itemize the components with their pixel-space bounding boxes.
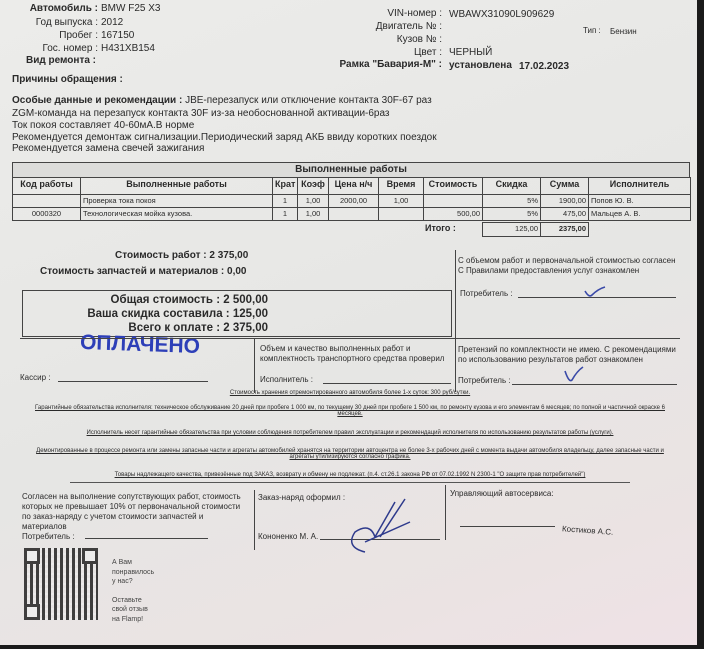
column-header: Коэф <box>297 177 329 195</box>
year: 2012 <box>101 17 124 28</box>
issued-by-label: Заказ-наряд оформил : <box>258 493 346 502</box>
column-header: Цена н/ч <box>328 177 379 195</box>
column-header: Код работы <box>12 177 81 195</box>
checkmark-signature-icon <box>563 365 587 383</box>
reasons-label: Причины обращения : <box>12 74 123 85</box>
column-header: Время <box>378 177 424 195</box>
signature-icon <box>325 497 415 557</box>
table-cell <box>328 207 379 221</box>
warranty-term: Гарантийные обязательства исполнителя: техническое обслуживание 20 дней при пробеге 1 000 км, по текущему 30 дней при пробеге 1 500 км, по ремонту кузова и его элементам 6 месяцев; по полной и частичной окраске 6 месяцев. <box>35 405 665 417</box>
feedback-qr-code[interactable] <box>24 548 98 620</box>
column-header: Сумма <box>540 177 589 195</box>
table-cell: 500,00 <box>423 207 483 221</box>
vin-label: VIN-номер : <box>387 8 442 19</box>
notes-line-2: ZGM-команда на перезапуск контакта 30F из-за необоснованной активации-6раз <box>12 108 390 119</box>
consent-line: Согласен на выполнение сопутствующих работ, стоимость <box>22 492 241 501</box>
table-cell: 1,00 <box>378 194 424 208</box>
frame-label: Рамка "Бавария-М" : <box>339 59 442 70</box>
engine-label: Двигатель № : <box>375 21 442 32</box>
table-cell <box>423 194 483 208</box>
column-header: Стоимость <box>423 177 483 195</box>
table-cell: 1900,00 <box>540 194 589 208</box>
executor-label: Исполнитель : <box>260 375 313 384</box>
table-cell: 1,00 <box>297 207 329 221</box>
feedback-line: у нас? <box>112 578 133 585</box>
vin: WBAWX31090L909629 <box>449 9 555 20</box>
column-header: Крат <box>272 177 298 195</box>
column-header: Скидка <box>482 177 541 195</box>
column-header: Выполненные работы <box>80 177 273 195</box>
plate: Н431ХВ154 <box>101 43 155 54</box>
feedback-text <box>112 558 154 624</box>
table-cell: 1 <box>272 194 298 208</box>
parts-cost: Стоимость запчастей и материалов : 0,00 <box>40 266 247 277</box>
claims-text-2: по использованию результатов работ ознакомлен <box>458 355 643 364</box>
color-label: Цвет : <box>414 47 442 58</box>
feedback-line: на Flamp! <box>112 615 144 623</box>
works-cost: Стоимость работ : 2 375,00 <box>115 250 249 261</box>
notes-text: JBE-перезапуск или отключение контакта 30F-67 раз <box>185 95 432 106</box>
table-cell: Попов Ю. В. <box>588 194 691 208</box>
amount-to-pay: Всего к оплате : 2 375,00 <box>128 322 268 334</box>
manager-name: Костиков А.С. <box>561 524 614 537</box>
consent-line: которых не превышает 10% от первоначальной стоимости <box>22 502 241 511</box>
issued-by-name: Кононенко М. А. <box>258 532 319 541</box>
claims-consumer-label: Потребитель : <box>458 376 511 385</box>
storage-term: Стоимость хранения отремонтированного автомобиля более 1-х суток: 300 руб/сутки. <box>229 390 471 396</box>
table-cell: 5% <box>482 194 541 208</box>
car-model: BMW F25 X3 <box>101 3 161 14</box>
table-cell: 5% <box>482 207 541 221</box>
frame-status: установлена <box>449 60 512 71</box>
table-cell: Проверка тока покоя <box>80 194 273 208</box>
fuel-type: Бензин <box>610 27 637 36</box>
feedback-line: А Вам <box>112 559 132 566</box>
consent-line: материалов <box>22 522 67 531</box>
table-cell: 1,00 <box>297 194 329 208</box>
total-label: Итого : <box>425 223 456 233</box>
mileage-label: Пробег : <box>59 30 98 41</box>
table-cell <box>12 194 81 208</box>
feedback-line: понравилось <box>112 568 155 576</box>
notes-line-3: Ток покоя составляет 40-60мА.В норме <box>12 120 195 131</box>
agree-line-1: С объемом работ и первоначальной стоимостью согласен <box>458 256 676 265</box>
table-cell: 1 <box>272 207 298 221</box>
returns-term: Товары надлежащего качества, привезённые под ЗАКАЗ, возврату и обмену не подлежат. (п.4. ст.26.1 закона РФ от 07.02.1992 N 2300-1 "О защите прав потребителей") <box>114 472 586 478</box>
notes-line-5: Рекомендуется замена свечей зажигания <box>12 143 205 154</box>
consent-text <box>22 492 241 542</box>
feedback-line: свой отзыв <box>112 606 148 613</box>
claims-text-1: Претензий по комплектности не имею. С рекомендациями <box>458 345 676 354</box>
notes-line-1 <box>12 95 432 106</box>
table-cell <box>378 207 424 221</box>
total-cost: Общая стоимость : 2 500,00 <box>110 294 268 306</box>
agree-consumer-label: Потребитель : <box>460 289 513 298</box>
paid-stamp: ОПЛАЧЕНО <box>79 330 201 359</box>
checked-text-1: Объем и качество выполненных работ и <box>260 344 411 353</box>
table-cell: 2000,00 <box>328 194 379 208</box>
fuel-type-label: Тип : <box>583 26 601 35</box>
color: ЧЕРНЫЙ <box>449 47 493 58</box>
table-cell: 475,00 <box>540 207 589 221</box>
cashier-label: Кассир : <box>20 373 51 382</box>
discount: Ваша скидка составила : 125,00 <box>87 308 268 320</box>
car-model-label: Автомобиль : <box>29 3 98 14</box>
checkmark-signature-icon <box>583 285 608 299</box>
table-cell: Технологическая мойка кузова. <box>80 207 273 221</box>
manager-label: Управляющий автосервиса: <box>450 489 554 498</box>
table-cell: Мальцев А. В. <box>588 207 691 221</box>
mileage: 167150 <box>101 30 135 41</box>
notes-line-4: Рекомендуется демонтаж сигнализации.Периодический заряд АКБ ввиду коротких поездок <box>12 132 437 143</box>
body-label: Кузов № : <box>396 34 442 45</box>
plate-label: Гос. номер : <box>42 43 98 54</box>
agree-line-2: С Правилами предоставления услуг ознакомлен <box>458 266 640 275</box>
totals-box <box>22 290 452 337</box>
total-sum: 2375,00 <box>540 222 589 237</box>
notes-label: Особые данные и рекомендации : <box>12 95 183 106</box>
checked-text-2: комплектность транспортного средства проверил <box>260 354 445 363</box>
year-label: Год выпуска : <box>35 17 98 28</box>
frame-date: 17.02.2023 <box>519 61 570 72</box>
footer-consumer-label: Потребитель : <box>22 532 75 541</box>
parts-storage-term: Демонтированные в процессе ремонта или замены запасные части и агрегаты автомобилей хранятся на территории автоцентра не более 3-х рабочих дней с момента выдачи автомобиля владельцу, далее запасные части и агрегаты утилизируются согласно графика. <box>36 448 664 460</box>
warranty-conditions-term: Исполнитель несет гарантийные обязательства при условии соблюдения потребителем правил эксплуатации и рекомендаций исполнителя по использованию результатов работы (услуги). <box>86 430 614 436</box>
works-table-title: Выполненные работы <box>12 162 690 178</box>
total-discount: 125,00 <box>482 222 541 237</box>
feedback-line: Оставьте <box>112 596 142 604</box>
table-cell: 0000320 <box>12 207 81 221</box>
repair-type-label: Вид ремонта : <box>26 55 97 66</box>
consent-line: по заказ-наряду с учетом стоимости запчастей и <box>22 512 204 521</box>
column-header: Исполнитель <box>588 177 691 195</box>
